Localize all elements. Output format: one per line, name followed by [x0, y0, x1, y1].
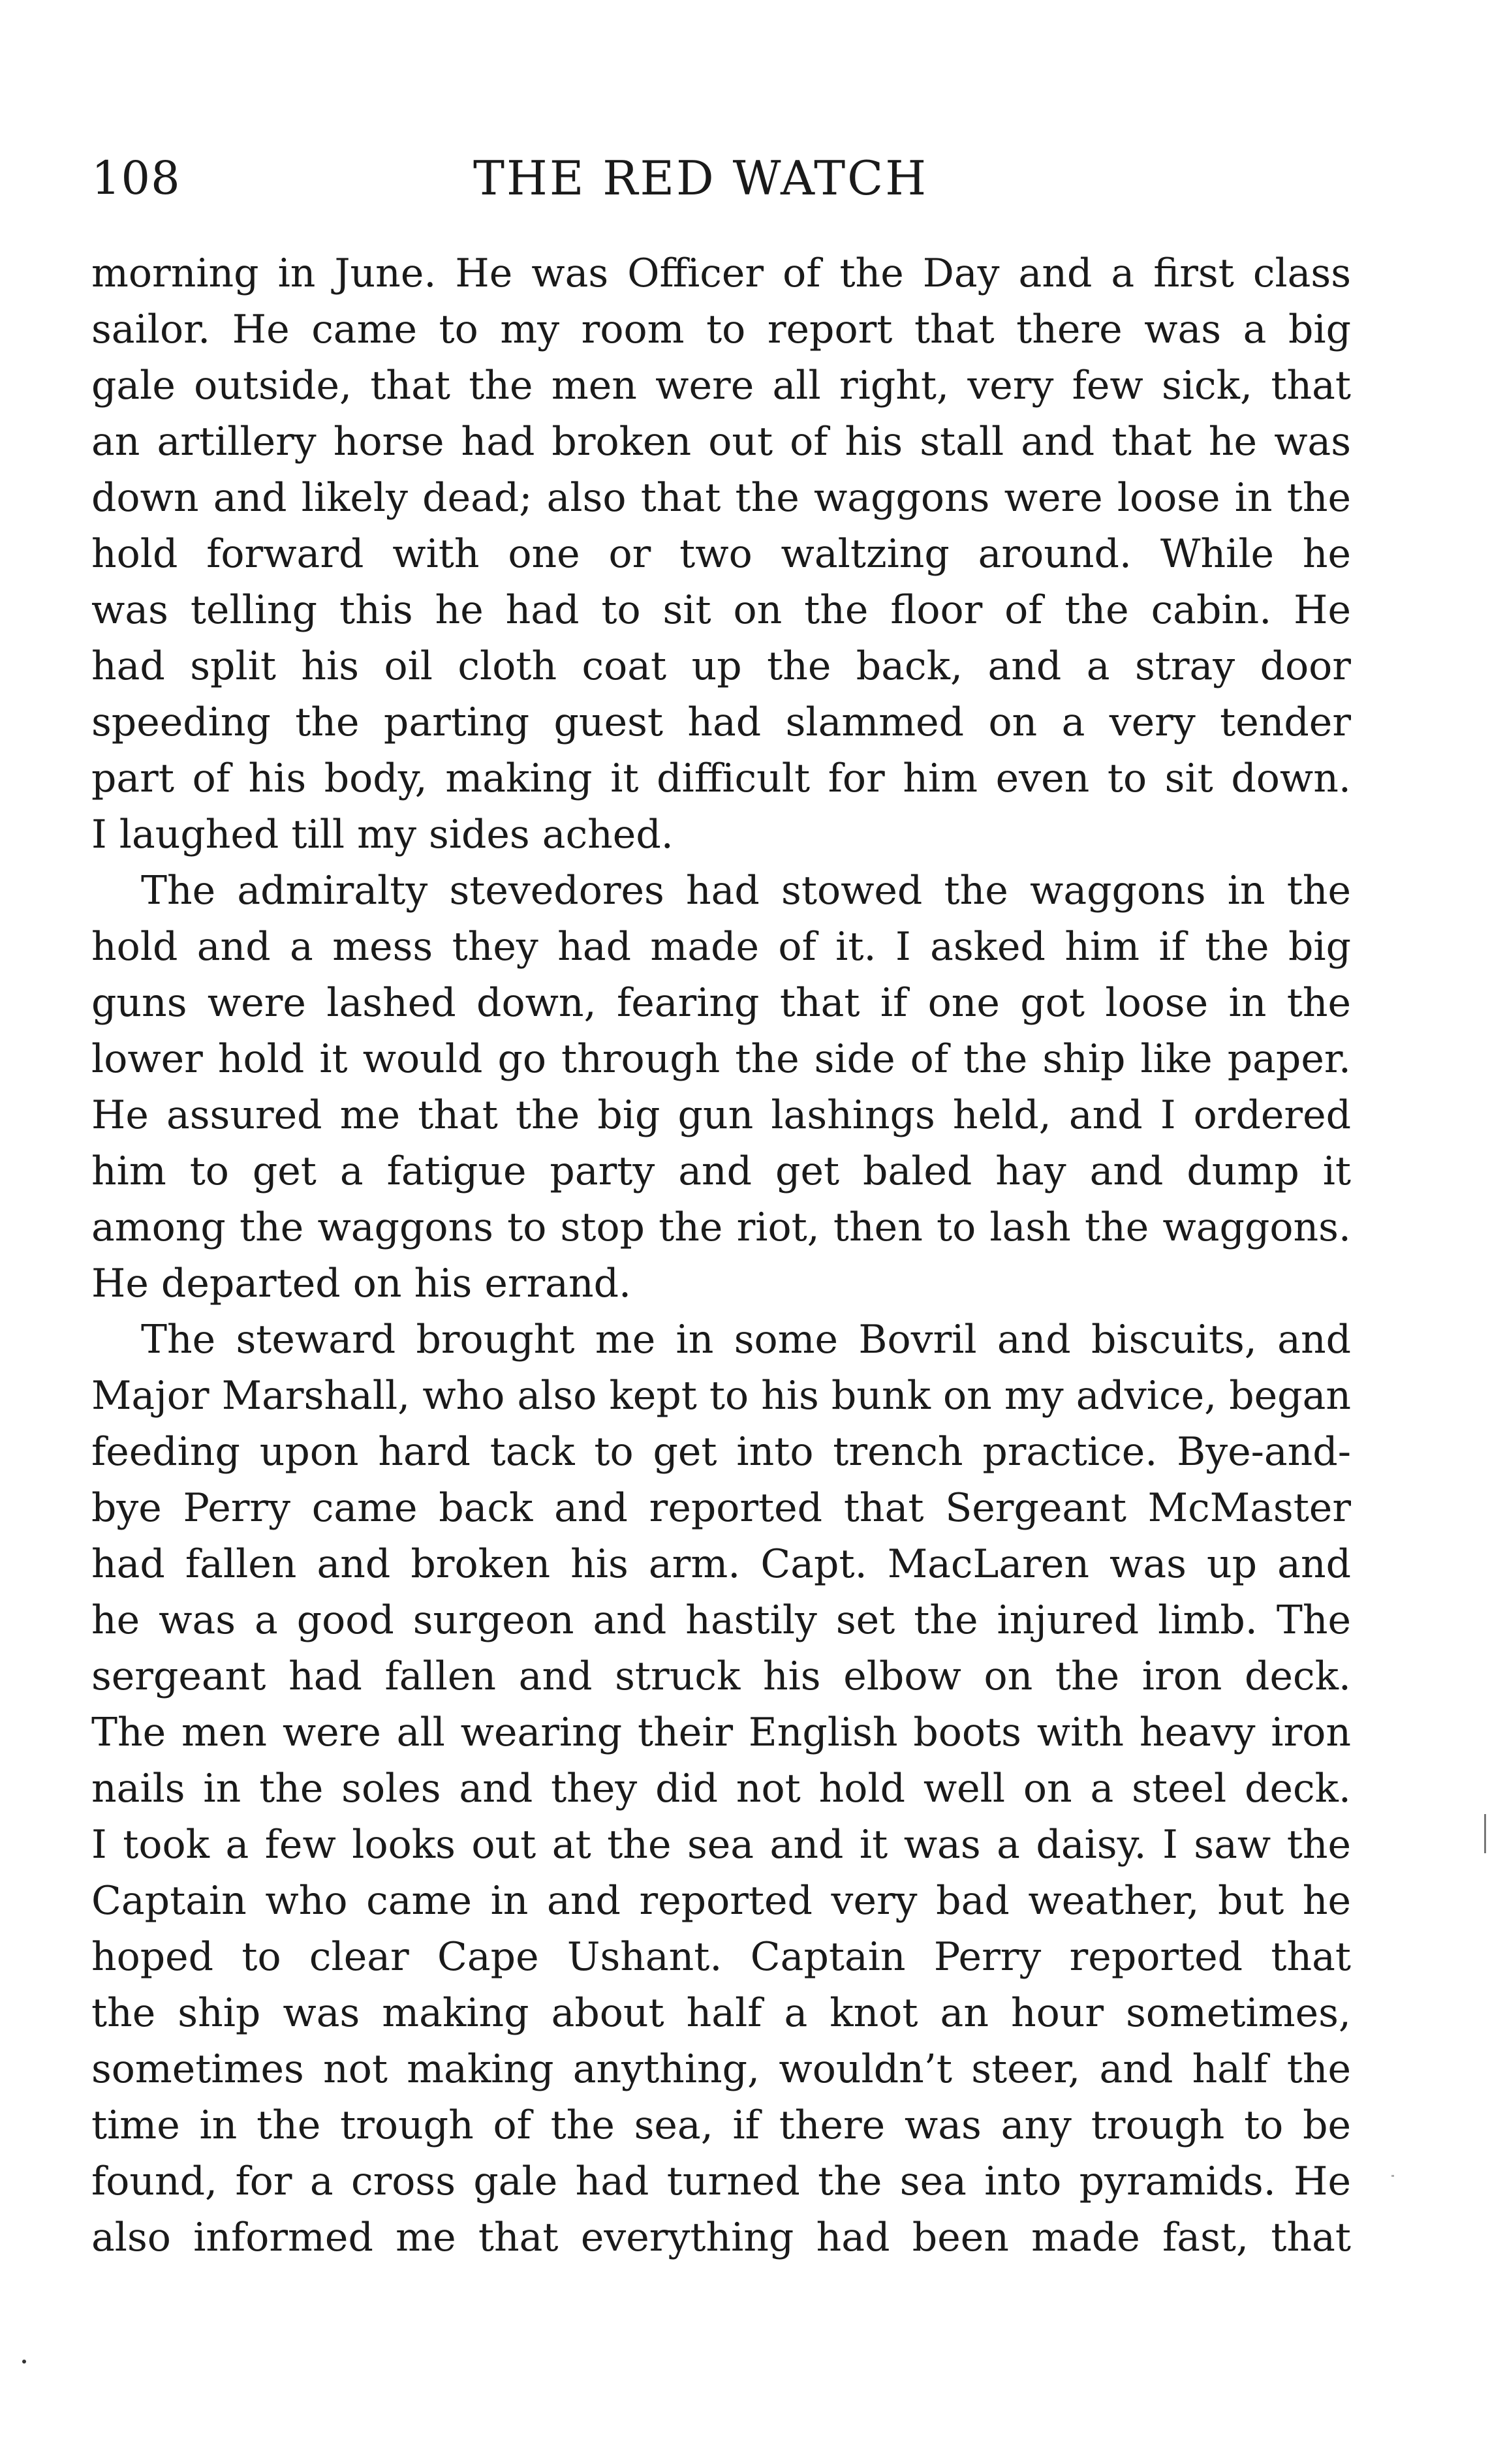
text-line: He assured me that the big gun lashings held, and I ordered: [91, 1092, 1351, 1138]
scan-mark: [1391, 2175, 1394, 2177]
paragraph-1: [91, 245, 1351, 863]
page-number: 108: [91, 151, 181, 205]
text-line: lower hold it would go through the side of the ship like paper.: [91, 1036, 1351, 1082]
text-line: Major Marshall, who also kept to his bunk on my advice, began: [91, 1373, 1351, 1419]
text-line: also informed me that everything had been made fast, that: [91, 2215, 1351, 2260]
text-line: morning in June. He was Officer of the Day and a first class: [91, 251, 1351, 296]
text-line: gale outside, that the men were all right, very few sick, that: [91, 363, 1351, 408]
text-line: hoped to clear Cape Ushant. Captain Perry reported that: [91, 1934, 1351, 1980]
text-line: had split his oil cloth coat up the back, and a stray door: [91, 643, 1351, 689]
text-line: hold and a mess they had made of it. I asked him if the big: [91, 924, 1351, 970]
text-line: an artillery horse had broken out of his stall and that he was: [91, 419, 1351, 465]
text-line: the ship was making about half a knot an hour sometimes,: [91, 1990, 1351, 2036]
scan-mark: [1484, 1814, 1486, 1853]
text-line: part of his body, making it difficult for him even to sit down.: [91, 756, 1351, 801]
text-line: was telling this he had to sit on the floor of the cabin. He: [91, 587, 1351, 633]
text-line: nails in the soles and they did not hold well on a steel deck.: [91, 1766, 1351, 1811]
text-line: He departed on his errand.: [91, 1261, 632, 1306]
running-title: THE RED WATCH: [473, 151, 929, 206]
scan-dot: [22, 2360, 26, 2364]
text-line: guns were lashed down, fearing that if one got loose in the: [91, 980, 1351, 1026]
text-line: sailor. He came to my room to report that there was a big: [91, 307, 1351, 352]
text-line: bye Perry came back and reported that Sergeant McMaster: [91, 1485, 1351, 1531]
text-line: time in the trough of the sea, if there was any trough to be: [91, 2102, 1351, 2148]
paragraph-2: [91, 863, 1351, 1312]
text-line: I took a few looks out at the sea and it was a daisy. I saw the: [91, 1822, 1351, 1868]
text-line: hold forward with one or two waltzing around. While he: [91, 531, 1351, 577]
text-line: I laughed till my sides ached.: [91, 812, 674, 857]
text-line: sergeant had fallen and struck his elbow on the iron deck.: [91, 1654, 1351, 1699]
text-line: had fallen and broken his arm. Capt. MacLaren was up and: [91, 1541, 1351, 1587]
text-line: he was a good surgeon and hastily set the injured limb. The: [91, 1597, 1351, 1643]
text-line: him to get a fatigue party and get baled hay and dump it: [91, 1148, 1351, 1194]
text-line: The men were all wearing their English boots with heavy iron: [91, 1710, 1351, 1755]
text-line: down and likely dead; also that the waggons were loose in the: [91, 475, 1351, 521]
text-line: found, for a cross gale had turned the sea into pyramids. He: [91, 2159, 1351, 2204]
paragraph-3: [91, 1312, 1351, 2266]
text-line: The admiralty stevedores had stowed the waggons in the: [141, 868, 1351, 914]
text-line: The steward brought me in some Bovril and biscuits, and: [141, 1317, 1351, 1363]
body-text: [91, 245, 1351, 2266]
text-line: Captain who came in and reported very bad weather, but he: [91, 1878, 1351, 1924]
text-line: sometimes not making anything, wouldn’t steer, and half the: [91, 2046, 1351, 2092]
text-line: among the waggons to stop the riot, then to lash the waggons.: [91, 1205, 1351, 1250]
page-header: [91, 142, 1351, 214]
text-line: feeding upon hard tack to get into trench practice. Bye-and-: [91, 1429, 1351, 1475]
text-line: speeding the parting guest had slammed on a very tender: [91, 700, 1351, 745]
